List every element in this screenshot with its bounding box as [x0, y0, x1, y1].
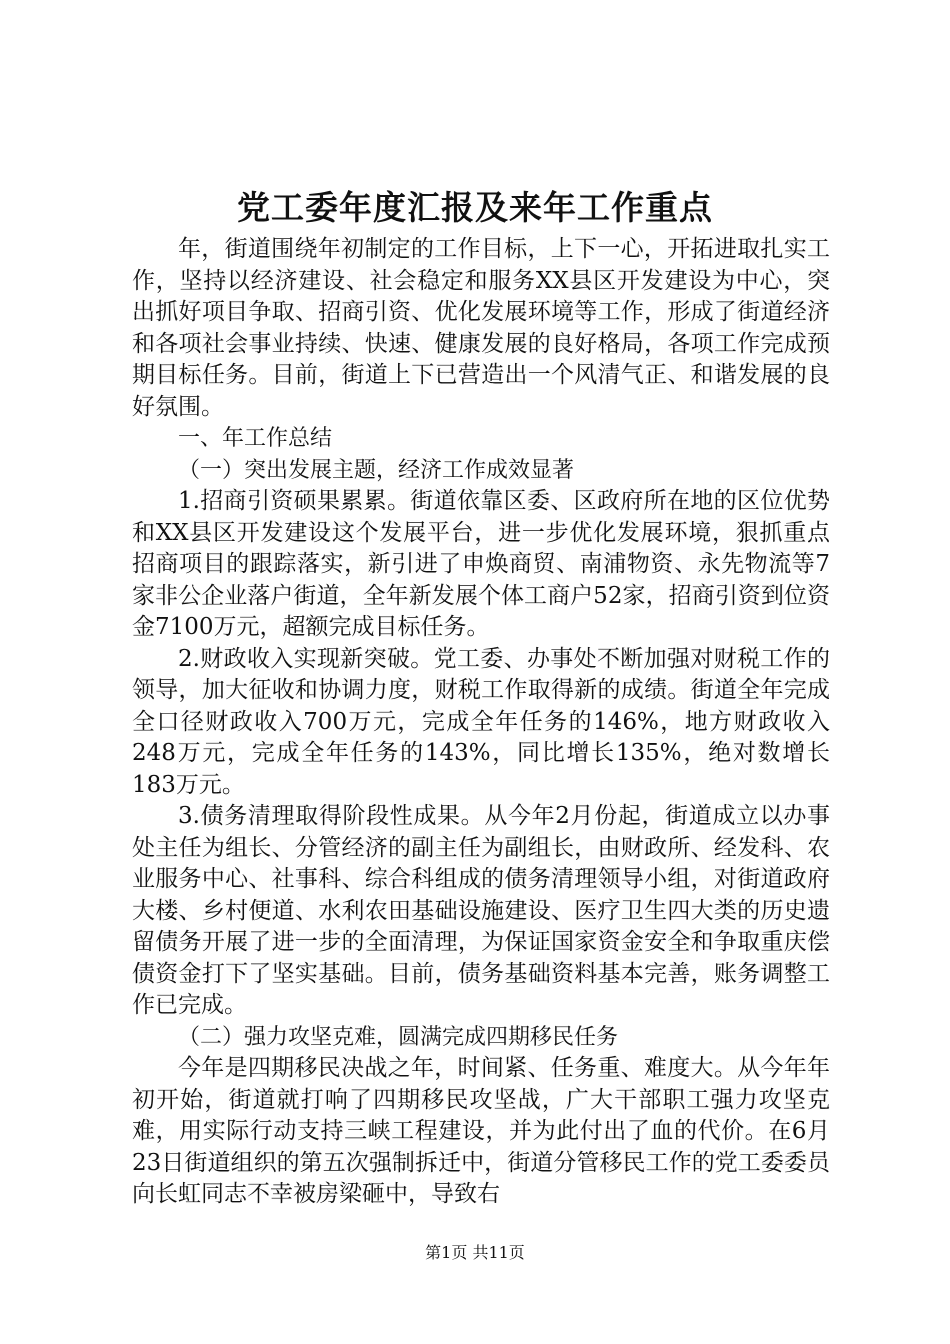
paragraph-debt: 3.债务清理取得阶段性成果。从今年2月份起，街道成立以办事处主任为组长、分管经济的副主任为副组长，由财政所、经发科、农业服务中心、社事科、综合科组成的债务清理领导小组，对街道政府大楼、乡村便道、水利农田基础设施建设、医疗卫生四大类的历史遗留债务开展了进一步的全面清理，为保证国家资金安全和争取重庆偿债资金打下了坚实基础。目前，债务基础资料基本完善，账务调整工作已完成。 [132, 803, 830, 1018]
paragraph-intro: 年，街道围绕年初制定的工作目标，上下一心，开拓进取扎实工作，坚持以经济建设、社会稳定和服务XX县区开发建设为中心，突出抓好项目争取、招商引资、优化发展环境等工作，形成了街道经济和各项社会事业持续、快速、健康发展的良好格局，各项工作完成预期目标任务。目前，街道上下已营造出一个风清气正、和谐发展的良好氛围。 [132, 236, 830, 420]
paragraph-finance: 2.财政收入实现新突破。党工委、办事处不断加强对财税工作的领导，加大征收和协调力度，财税工作取得新的成绩。街道全年完成全口径财政收入700万元，完成全年任务的146%，地方财政收入248万元，完成全年任务的143%，同比增长135%，绝对数增长183万元。 [132, 645, 830, 798]
subsection-heading-migration: （二）强力攻坚克难，圆满完成四期移民任务 [178, 1024, 619, 1050]
paragraph-investment: 1.招商引资硕果累累。街道依靠区委、区政府所在地的区位优势和XX县区开发建设这个发展平台，进一步优化发展环境，狠抓重点招商项目的跟踪落实，新引进了申焕商贸、南浦物资、永先物流等7家非公企业落户街道，全年新发展个体工商户52家，招商引资到位资金7100万元，超额完成目标任务。 [132, 488, 830, 640]
subsection-heading-economy: （一）突出发展主题，经济工作成效显著 [178, 457, 575, 483]
page-number: 第1页 共11页 [425, 1243, 525, 1262]
section-heading-summary: 一、年工作总结 [178, 426, 333, 451]
paragraph-migration: 今年是四期移民决战之年，时间紧、任务重、难度大。从今年年初开始，街道就打响了四期移民攻坚战，广大干部职工强力攻坚克难，用实际行动支持三峡工程建设，并为此付出了血的代价。在6月23日街道组织的第五次强制拆迁中，街道分管移民工作的党工委委员向长虹同志不幸被房梁砸中，导致右 [132, 1055, 830, 1207]
document-body [132, 234, 830, 1211]
document-title: 党工委年度汇报及来年工作重点 [237, 188, 713, 227]
